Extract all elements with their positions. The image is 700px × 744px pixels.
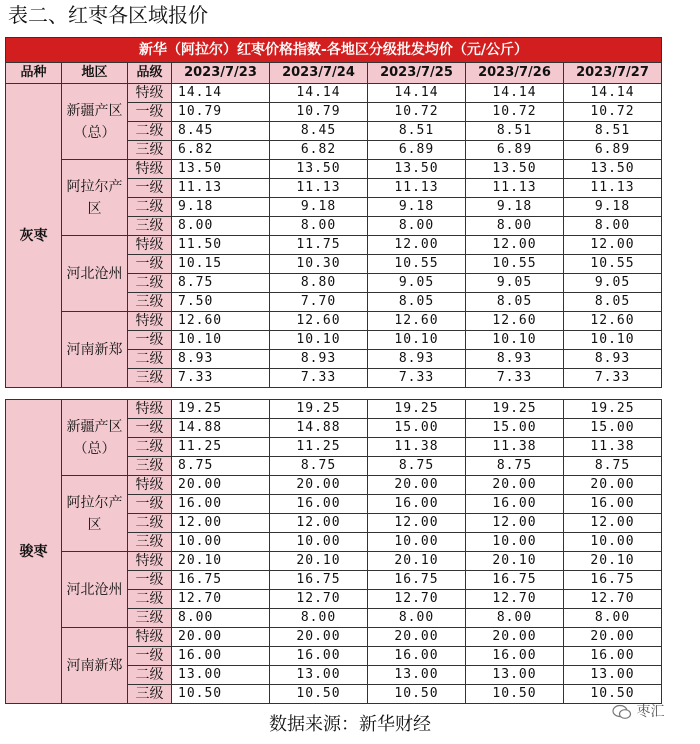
price-cell: 9.05 [466, 274, 564, 293]
table-row [6, 400, 662, 419]
price-cell: 8.80 [270, 274, 368, 293]
wechat-icon [612, 704, 632, 720]
price-cell: 13.50 [368, 160, 466, 179]
grade-cell: 二级 [128, 274, 172, 293]
price-cell: 9.18 [172, 198, 270, 217]
grade-cell: 一级 [128, 571, 172, 590]
grade-cell: 二级 [128, 122, 172, 141]
price-cell: 7.33 [368, 369, 466, 388]
price-cell: 6.82 [270, 141, 368, 160]
price-cell: 14.88 [172, 419, 270, 438]
table-row [6, 476, 662, 495]
price-cell: 9.18 [466, 198, 564, 217]
price-cell: 20.00 [172, 628, 270, 647]
price-cell: 11.38 [564, 438, 662, 457]
region-cell: 阿拉尔产区 [62, 476, 128, 552]
price-cell: 20.00 [270, 628, 368, 647]
grade-cell: 一级 [128, 419, 172, 438]
price-cell: 11.25 [172, 438, 270, 457]
price-cell: 13.50 [172, 160, 270, 179]
price-cell: 8.51 [368, 122, 466, 141]
price-cell: 13.50 [466, 160, 564, 179]
grade-cell: 一级 [128, 179, 172, 198]
price-cell: 10.72 [368, 103, 466, 122]
header-region: 地区 [62, 63, 128, 84]
data-source-note: 数据来源：新华财经 [269, 714, 431, 735]
price-cell: 8.75 [564, 457, 662, 476]
price-cell: 13.00 [368, 666, 466, 685]
grade-cell: 二级 [128, 438, 172, 457]
price-cell: 12.60 [270, 312, 368, 331]
grade-cell: 二级 [128, 590, 172, 609]
price-cell: 16.75 [270, 571, 368, 590]
price-cell: 12.70 [270, 590, 368, 609]
price-cell: 8.00 [270, 609, 368, 628]
price-cell: 9.18 [270, 198, 368, 217]
price-cell: 15.00 [466, 419, 564, 438]
grade-cell: 二级 [128, 198, 172, 217]
price-cell: 12.00 [172, 514, 270, 533]
price-cell: 14.14 [466, 84, 564, 103]
region-cell: 新疆产区（总） [62, 400, 128, 476]
price-cell: 19.25 [564, 400, 662, 419]
price-cell: 10.50 [172, 685, 270, 704]
price-cell: 19.25 [368, 400, 466, 419]
price-cell: 16.00 [466, 647, 564, 666]
header-date: 2023/7/27 [564, 63, 662, 84]
price-cell: 16.75 [172, 571, 270, 590]
grade-cell: 特级 [128, 160, 172, 179]
price-cell: 10.55 [564, 255, 662, 274]
price-cell: 10.00 [564, 533, 662, 552]
table-row [6, 236, 662, 255]
price-cell: 6.89 [466, 141, 564, 160]
price-cell: 8.93 [368, 350, 466, 369]
price-cell: 8.75 [172, 457, 270, 476]
price-cell: 14.14 [172, 84, 270, 103]
price-cell: 14.14 [368, 84, 466, 103]
price-cell: 11.13 [270, 179, 368, 198]
price-cell: 10.10 [564, 331, 662, 350]
price-cell: 15.00 [564, 419, 662, 438]
price-cell: 7.50 [172, 293, 270, 312]
price-cell: 13.00 [564, 666, 662, 685]
header-date: 2023/7/26 [466, 63, 564, 84]
price-cell: 12.00 [564, 236, 662, 255]
variety-cell: 灰枣 [6, 84, 62, 388]
grade-cell: 三级 [128, 217, 172, 236]
price-cell: 20.10 [270, 552, 368, 571]
price-cell: 19.25 [270, 400, 368, 419]
price-cell: 8.00 [466, 217, 564, 236]
price-cell: 7.33 [172, 369, 270, 388]
header-date: 2023/7/25 [368, 63, 466, 84]
price-cell: 20.00 [466, 476, 564, 495]
region-cell: 新疆产区（总） [62, 84, 128, 160]
price-cell: 10.30 [270, 255, 368, 274]
price-cell: 8.05 [466, 293, 564, 312]
price-cell: 8.75 [270, 457, 368, 476]
price-cell: 16.00 [172, 647, 270, 666]
price-cell: 9.05 [564, 274, 662, 293]
price-cell: 7.33 [466, 369, 564, 388]
grade-cell: 二级 [128, 350, 172, 369]
price-cell: 8.51 [564, 122, 662, 141]
header-variety: 品种 [6, 63, 62, 84]
price-cell: 13.00 [466, 666, 564, 685]
price-cell: 16.00 [564, 647, 662, 666]
price-cell: 12.00 [368, 514, 466, 533]
price-cell: 10.00 [270, 533, 368, 552]
price-cell: 9.05 [368, 274, 466, 293]
price-cell: 8.51 [466, 122, 564, 141]
table-row [6, 552, 662, 571]
price-cell: 11.13 [368, 179, 466, 198]
price-cell: 16.75 [564, 571, 662, 590]
table-caption: 表二、红枣各区域报价 [8, 3, 208, 27]
region-cell: 河北沧州 [62, 552, 128, 628]
region-cell: 河北沧州 [62, 236, 128, 312]
price-cell: 13.50 [270, 160, 368, 179]
price-cell: 10.00 [466, 533, 564, 552]
price-cell: 8.00 [368, 609, 466, 628]
watermark [612, 701, 664, 721]
price-cell: 20.00 [368, 628, 466, 647]
price-cell: 20.00 [172, 476, 270, 495]
grade-cell: 一级 [128, 495, 172, 514]
price-cell: 12.00 [466, 514, 564, 533]
price-cell: 11.38 [466, 438, 564, 457]
price-cell: 20.00 [270, 476, 368, 495]
price-cell: 10.55 [466, 255, 564, 274]
price-cell: 20.10 [368, 552, 466, 571]
price-cell: 7.33 [564, 369, 662, 388]
price-cell: 10.10 [172, 331, 270, 350]
price-cell: 20.10 [564, 552, 662, 571]
price-cell: 8.93 [270, 350, 368, 369]
price-cell: 12.60 [564, 312, 662, 331]
grade-cell: 特级 [128, 84, 172, 103]
price-cell: 16.00 [270, 495, 368, 514]
header-date: 2023/7/23 [172, 63, 270, 84]
grade-cell: 三级 [128, 609, 172, 628]
price-cell: 16.00 [564, 495, 662, 514]
price-cell: 12.60 [466, 312, 564, 331]
grade-cell: 三级 [128, 685, 172, 704]
price-cell: 8.00 [270, 217, 368, 236]
table-row [6, 628, 662, 647]
price-cell: 8.00 [172, 217, 270, 236]
price-cell: 14.14 [270, 84, 368, 103]
price-cell: 8.45 [270, 122, 368, 141]
price-cell: 12.70 [172, 590, 270, 609]
price-cell: 11.50 [172, 236, 270, 255]
price-cell: 20.00 [564, 476, 662, 495]
price-cell: 11.13 [466, 179, 564, 198]
grade-cell: 二级 [128, 514, 172, 533]
grade-cell: 特级 [128, 628, 172, 647]
grade-cell: 三级 [128, 457, 172, 476]
price-cell: 20.10 [466, 552, 564, 571]
price-cell: 12.60 [172, 312, 270, 331]
price-cell: 6.82 [172, 141, 270, 160]
price-cell: 16.00 [368, 495, 466, 514]
price-table-jujube-huizao [5, 37, 662, 388]
grade-cell: 一级 [128, 331, 172, 350]
price-cell: 11.25 [270, 438, 368, 457]
grade-cell: 一级 [128, 103, 172, 122]
price-cell: 8.05 [368, 293, 466, 312]
price-cell: 12.70 [466, 590, 564, 609]
price-cell: 16.00 [172, 495, 270, 514]
price-cell: 16.00 [466, 495, 564, 514]
price-cell: 13.00 [172, 666, 270, 685]
price-cell: 10.72 [466, 103, 564, 122]
price-cell: 16.75 [368, 571, 466, 590]
table-title-row [6, 38, 662, 63]
header-row [6, 63, 662, 84]
price-cell: 8.00 [564, 609, 662, 628]
price-cell: 8.00 [172, 609, 270, 628]
price-cell: 16.00 [270, 647, 368, 666]
grade-cell: 二级 [128, 666, 172, 685]
price-cell: 10.15 [172, 255, 270, 274]
price-cell: 8.93 [466, 350, 564, 369]
table-title: 新华（阿拉尔）红枣价格指数-各地区分级批发均价（元/公斤） [6, 38, 662, 63]
grade-cell: 特级 [128, 236, 172, 255]
price-cell: 13.00 [270, 666, 368, 685]
price-cell: 12.70 [368, 590, 466, 609]
price-cell: 12.70 [564, 590, 662, 609]
price-cell: 15.00 [368, 419, 466, 438]
price-cell: 8.00 [466, 609, 564, 628]
price-cell: 13.50 [564, 160, 662, 179]
price-cell: 10.79 [270, 103, 368, 122]
grade-cell: 一级 [128, 255, 172, 274]
price-cell: 10.50 [564, 685, 662, 704]
header-date: 2023/7/24 [270, 63, 368, 84]
price-table-jujube-junzao [5, 399, 662, 704]
price-cell: 7.33 [270, 369, 368, 388]
price-cell: 10.10 [368, 331, 466, 350]
price-cell: 14.14 [564, 84, 662, 103]
price-cell: 10.50 [466, 685, 564, 704]
grade-cell: 特级 [128, 476, 172, 495]
price-cell: 12.00 [564, 514, 662, 533]
price-cell: 16.00 [368, 647, 466, 666]
price-cell: 11.38 [368, 438, 466, 457]
table-row [6, 84, 662, 103]
grade-cell: 特级 [128, 400, 172, 419]
price-cell: 8.05 [564, 293, 662, 312]
grade-cell: 三级 [128, 293, 172, 312]
grade-cell: 一级 [128, 647, 172, 666]
price-cell: 12.00 [270, 514, 368, 533]
price-cell: 8.75 [368, 457, 466, 476]
price-cell: 12.60 [368, 312, 466, 331]
grade-cell: 三级 [128, 533, 172, 552]
price-cell: 12.00 [368, 236, 466, 255]
price-cell: 9.18 [368, 198, 466, 217]
price-cell: 11.13 [172, 179, 270, 198]
table-row [6, 160, 662, 179]
price-cell: 6.89 [368, 141, 466, 160]
price-cell: 8.93 [172, 350, 270, 369]
grade-cell: 三级 [128, 141, 172, 160]
price-cell: 8.00 [368, 217, 466, 236]
table-row [6, 312, 662, 331]
region-cell: 河南新郑 [62, 628, 128, 704]
price-cell: 8.00 [564, 217, 662, 236]
price-cell: 10.72 [564, 103, 662, 122]
price-cell: 10.79 [172, 103, 270, 122]
price-cell: 10.00 [368, 533, 466, 552]
price-cell: 8.93 [564, 350, 662, 369]
price-cell: 6.89 [564, 141, 662, 160]
price-cell: 11.13 [564, 179, 662, 198]
price-cell: 8.75 [466, 457, 564, 476]
price-cell: 10.10 [270, 331, 368, 350]
price-cell: 20.00 [466, 628, 564, 647]
region-cell: 阿拉尔产区 [62, 160, 128, 236]
grade-cell: 特级 [128, 552, 172, 571]
price-cell: 10.10 [466, 331, 564, 350]
price-cell: 19.25 [172, 400, 270, 419]
watermark-text: 枣汇 [636, 704, 665, 720]
price-cell: 10.55 [368, 255, 466, 274]
header-grade: 品级 [128, 63, 172, 84]
variety-cell: 骏枣 [6, 400, 62, 704]
price-cell: 19.25 [466, 400, 564, 419]
price-cell: 8.75 [172, 274, 270, 293]
price-cell: 8.45 [172, 122, 270, 141]
price-cell: 11.75 [270, 236, 368, 255]
region-cell: 河南新郑 [62, 312, 128, 388]
price-cell: 20.00 [564, 628, 662, 647]
price-cell: 20.10 [172, 552, 270, 571]
price-cell: 10.00 [172, 533, 270, 552]
price-cell: 12.00 [466, 236, 564, 255]
price-cell: 7.70 [270, 293, 368, 312]
price-cell: 20.00 [368, 476, 466, 495]
grade-cell: 特级 [128, 312, 172, 331]
price-cell: 14.88 [270, 419, 368, 438]
price-cell: 9.18 [564, 198, 662, 217]
grade-cell: 三级 [128, 369, 172, 388]
price-cell: 10.50 [270, 685, 368, 704]
price-cell: 16.75 [466, 571, 564, 590]
price-cell: 10.50 [368, 685, 466, 704]
